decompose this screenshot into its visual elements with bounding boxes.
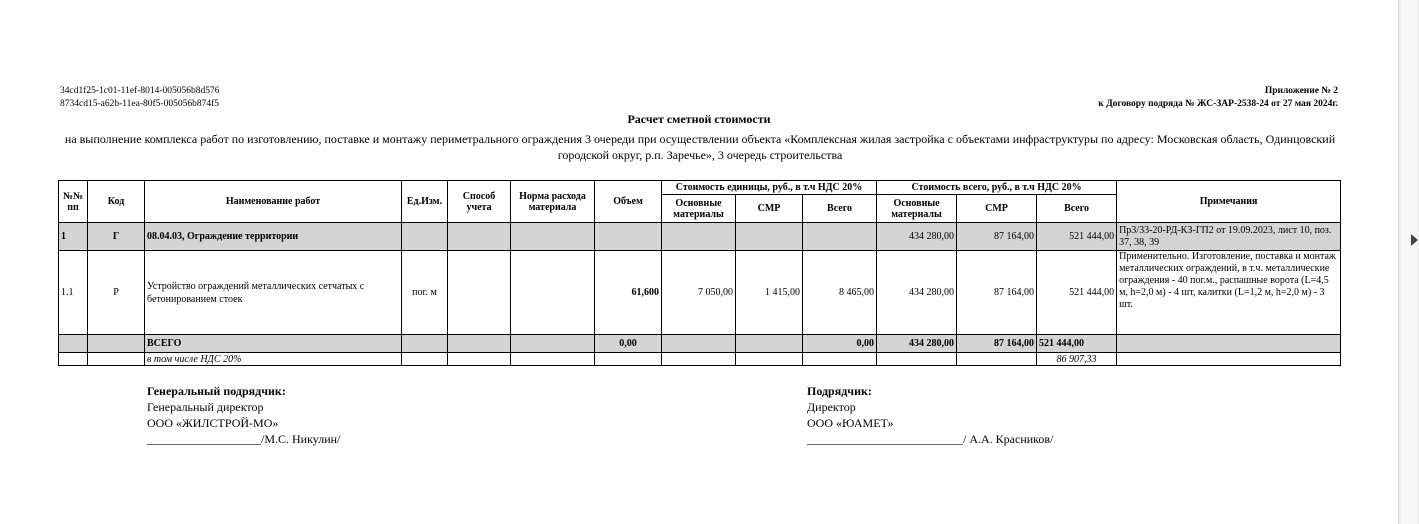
item-row <box>59 251 1341 335</box>
contractor-heading: Подрядчик: <box>807 384 872 398</box>
header-unit-materials: Основные материалы <box>662 195 736 223</box>
section-total-materials: 434 280,00 <box>877 223 957 251</box>
header-name: Наименование работ <box>145 181 402 223</box>
item-unit-smr: 1 415,00 <box>736 251 803 335</box>
header-norm: Норма расхода материала <box>511 181 595 223</box>
header-num: №№ пп <box>59 181 88 223</box>
section-row <box>59 223 1341 251</box>
item-code: Р <box>88 251 145 335</box>
expand-arrow-icon[interactable] <box>1411 234 1418 246</box>
contractor-signature <box>807 383 1053 447</box>
contractor-company: ООО «ЮАМЕТ» <box>807 416 894 430</box>
total-smr: 87 164,00 <box>957 335 1037 353</box>
header-code: Код <box>88 181 145 223</box>
total-materials: 434 280,00 <box>877 335 957 353</box>
header-unit-cost-group: Стоимость единицы, руб., в т.ч НДС 20% <box>662 181 877 195</box>
item-total-smr: 87 164,00 <box>957 251 1037 335</box>
total-row <box>59 335 1341 353</box>
contract-reference: к Договору подряда № ЖС-ЗАР-2538-24 от 27 мая 2024г. <box>1098 99 1338 109</box>
item-name: Устройство ограждений металлических сетчатых с бетонированием стоек <box>145 251 402 335</box>
estimate-table <box>58 180 1341 366</box>
header-method: Способ учета <box>448 181 511 223</box>
section-note: Пр3/33-20-РД-КЗ-ГП2 от 19.09.2023, лист 10, поз. 37, 38, 39 <box>1117 223 1341 251</box>
total-unit-total: 0,00 <box>803 335 877 353</box>
vertical-scrollbar[interactable] <box>1398 0 1419 524</box>
section-total-smr: 87 164,00 <box>957 223 1037 251</box>
item-total-all: 521 444,00 <box>1037 251 1117 335</box>
header-total-materials: Основные материалы <box>877 195 957 223</box>
header-volume: Объем <box>595 181 662 223</box>
contractor-sign-line: __________________________/ А.А. Красников/ <box>807 432 1054 446</box>
total-label: ВСЕГО <box>145 335 402 353</box>
document-subtitle: на выполнение комплекса работ по изготовлению, поставке и монтажу периметрального ограждения 3 очереди при осуществлении объекта «Комплексная жилая застройка с объектами инфраструктуры по адресу: Московская область, Одинцовский городской округ, р.п. Заречье», 3 очередь строительства <box>64 132 1336 162</box>
item-volume[interactable]: 61,600 <box>595 251 662 335</box>
item-num: 1.1 <box>59 251 88 335</box>
header-unit-smr: СМР <box>736 195 803 223</box>
general-contractor-signature <box>147 383 340 447</box>
general-contractor-position: Генеральный директор <box>147 400 264 414</box>
item-unit-materials: 7 050,00 <box>662 251 736 335</box>
appendix-number: Приложение № 2 <box>1264 86 1338 96</box>
vat-label: в том числе НДС 20% <box>145 353 402 366</box>
header-unit: Ед.Изм. <box>402 181 448 223</box>
document-title: Расчет сметной стоимости <box>627 112 771 126</box>
item-note: Применительно. Изготовление, поставка и монтаж металлических ограждений, в т.ч. металлические ограждения - 40 пог.м., распашные ворота (L=4,5 м, h=2,0 м) - 4 шт, калитки (L=1,2 м, h=2,0 м) - 3 шт. <box>1117 251 1341 335</box>
document-guid-2: 8734cd15-a62b-11ea-80f5-005056b874f5 <box>60 99 219 109</box>
total-all: 521 444,00 <box>1037 335 1117 353</box>
vat-total: 86 907,33 <box>1037 353 1117 366</box>
header-total-smr: СМР <box>957 195 1037 223</box>
item-unit-total: 8 465,00 <box>803 251 877 335</box>
section-name: 08.04.03, Ограждение территории <box>145 223 402 251</box>
contractor-position: Директор <box>807 400 856 414</box>
general-contractor-company: ООО «ЖИЛСТРОЙ-МО» <box>147 416 279 430</box>
header-unit-total: Всего <box>803 195 877 223</box>
scrollbar-thumb[interactable] <box>1401 0 1417 524</box>
header-notes: Примечания <box>1117 181 1341 223</box>
general-contractor-heading: Генеральный подрядчик: <box>147 384 286 398</box>
header-total-cost-group: Стоимость всего, руб., в т.ч НДС 20% <box>877 181 1117 195</box>
total-volume: 0,00 <box>595 335 662 353</box>
section-total-all: 521 444,00 <box>1037 223 1117 251</box>
vat-row <box>59 353 1341 366</box>
header-total-all: Всего <box>1037 195 1117 223</box>
section-num: 1 <box>59 223 88 251</box>
item-unit: пог. м <box>402 251 448 335</box>
item-total-materials: 434 280,00 <box>877 251 957 335</box>
general-contractor-sign-line: ___________________/М.С. Никулин/ <box>147 432 341 446</box>
document-guid-1: 34cd1f25-1c01-11ef-8014-005056b8d576 <box>60 86 220 96</box>
section-code: Г <box>88 223 145 251</box>
